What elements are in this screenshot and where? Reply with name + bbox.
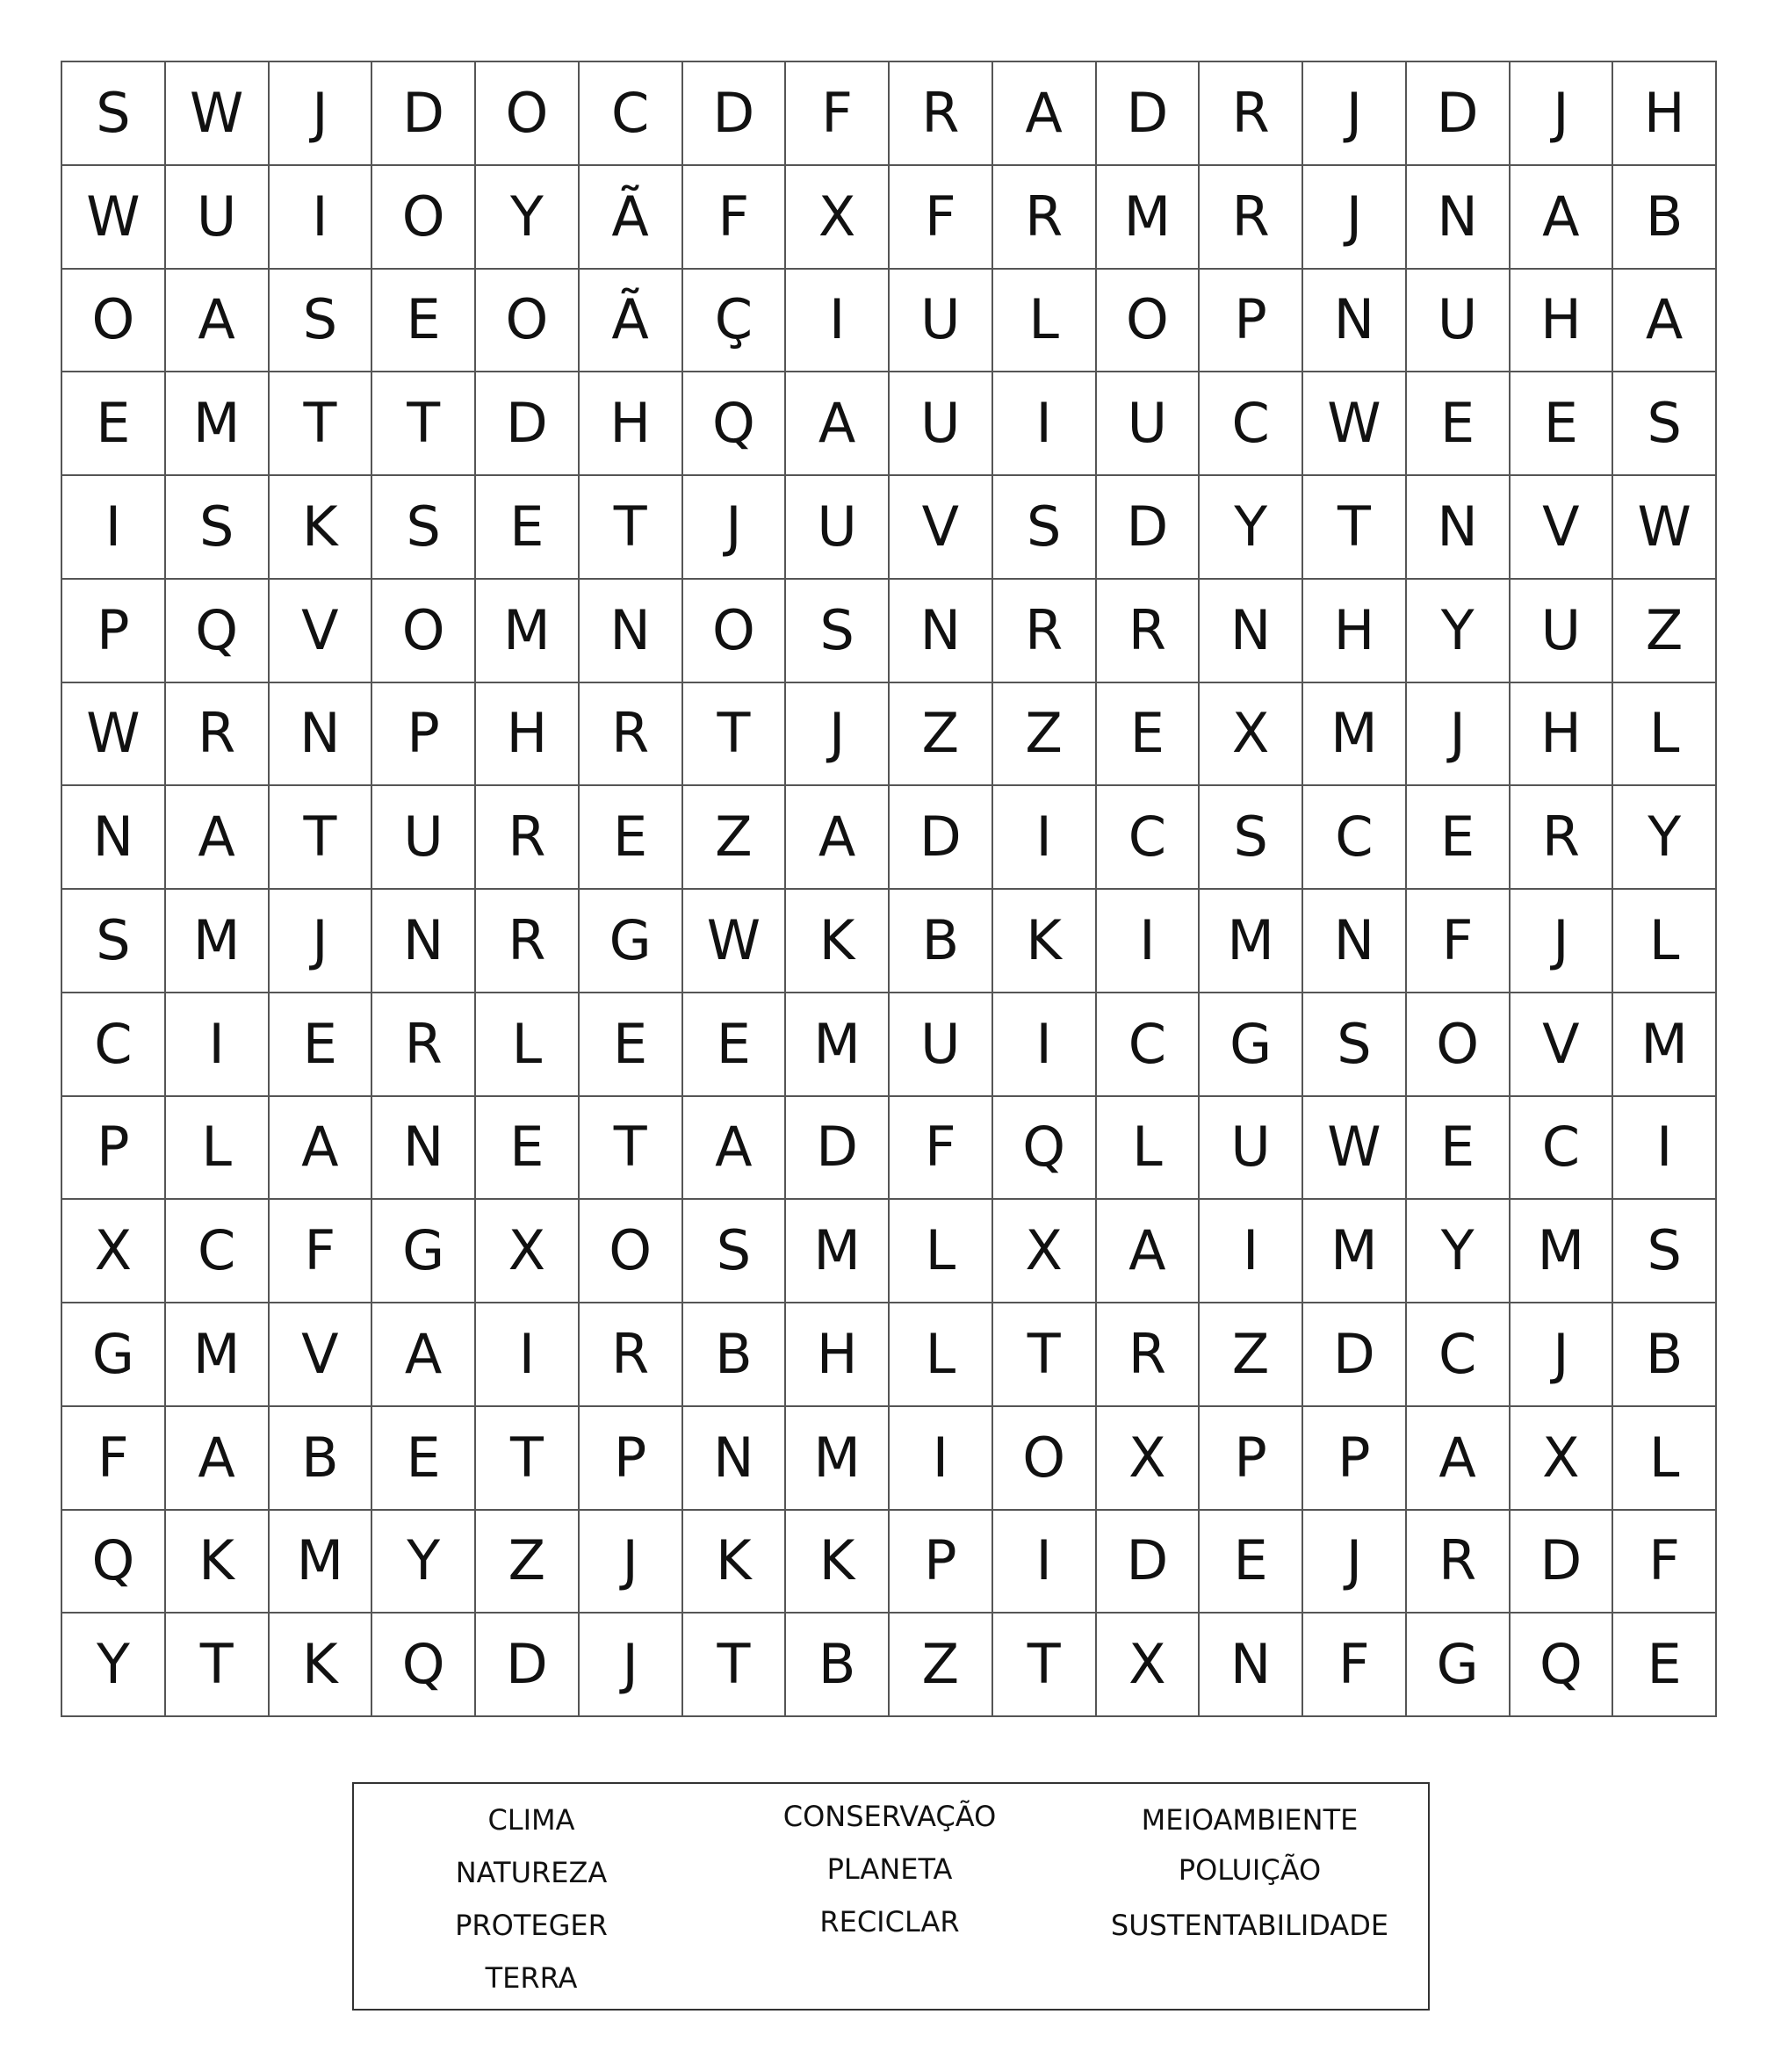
grid-cell[interactable]: Y <box>476 166 580 270</box>
grid-cell[interactable]: E <box>1200 1511 1303 1614</box>
grid-cell[interactable]: T <box>993 1303 1097 1407</box>
grid-cell[interactable]: M <box>166 372 270 476</box>
grid-cell[interactable]: H <box>1511 270 1614 373</box>
grid-cell[interactable]: L <box>993 270 1097 373</box>
grid-cell[interactable]: S <box>270 270 373 373</box>
grid-cell[interactable]: L <box>1613 1407 1717 1511</box>
grid-cell[interactable]: B <box>786 1614 890 1717</box>
grid-cell[interactable]: H <box>580 372 683 476</box>
grid-cell[interactable]: X <box>1097 1407 1201 1511</box>
grid-cell[interactable]: Y <box>1407 580 1511 683</box>
grid-cell[interactable]: E <box>1097 683 1201 787</box>
grid-cell[interactable]: T <box>580 1097 683 1201</box>
grid-cell[interactable]: T <box>1303 476 1407 580</box>
grid-cell[interactable]: R <box>476 786 580 890</box>
grid-cell[interactable]: W <box>62 683 166 787</box>
grid-cell[interactable]: Z <box>683 786 787 890</box>
grid-cell[interactable]: J <box>1511 62 1614 166</box>
grid-cell[interactable]: Q <box>62 1511 166 1614</box>
grid-cell[interactable]: M <box>1303 1200 1407 1303</box>
grid-cell[interactable]: E <box>580 786 683 890</box>
grid-cell[interactable]: X <box>993 1200 1097 1303</box>
word-list-item: POLUIÇÃO <box>1178 1853 1322 1887</box>
word-list-item: SUSTENTABILIDADE <box>1110 1909 1389 1942</box>
grid-cell[interactable]: K <box>786 1511 890 1614</box>
grid-cell[interactable]: L <box>1613 890 1717 993</box>
word-list-item: RECICLAR <box>819 1905 960 1938</box>
grid-cell[interactable]: Z <box>1200 1303 1303 1407</box>
grid-cell[interactable]: C <box>62 993 166 1097</box>
grid-cell[interactable]: A <box>993 62 1097 166</box>
grid-cell[interactable]: Y <box>62 1614 166 1717</box>
grid-cell[interactable]: Z <box>993 683 1097 787</box>
grid-cell[interactable]: C <box>166 1200 270 1303</box>
grid-cell[interactable]: R <box>166 683 270 787</box>
grid-cell[interactable]: R <box>580 1303 683 1407</box>
grid-cell[interactable]: M <box>270 1511 373 1614</box>
grid-cell[interactable]: E <box>62 372 166 476</box>
grid-cell[interactable]: O <box>1407 993 1511 1097</box>
grid-cell[interactable]: S <box>786 580 890 683</box>
grid-cell[interactable]: M <box>1097 166 1201 270</box>
grid-cell[interactable]: T <box>372 372 476 476</box>
grid-cell[interactable]: F <box>1407 890 1511 993</box>
grid-cell[interactable]: L <box>476 993 580 1097</box>
grid-cell[interactable]: H <box>786 1303 890 1407</box>
grid-cell[interactable]: D <box>372 62 476 166</box>
grid-cell[interactable]: I <box>993 372 1097 476</box>
grid-cell[interactable]: O <box>1097 270 1201 373</box>
grid-cell[interactable]: U <box>166 166 270 270</box>
grid-cell[interactable]: Z <box>1613 580 1717 683</box>
grid-cell[interactable]: J <box>1303 166 1407 270</box>
grid-cell[interactable]: I <box>476 1303 580 1407</box>
grid-cell[interactable]: I <box>166 993 270 1097</box>
grid-cell[interactable]: J <box>270 890 373 993</box>
grid-cell[interactable]: M <box>1613 993 1717 1097</box>
grid-cell[interactable]: D <box>683 62 787 166</box>
grid-cell[interactable]: O <box>372 580 476 683</box>
grid-cell[interactable]: T <box>270 372 373 476</box>
grid-cell[interactable]: G <box>62 1303 166 1407</box>
grid-cell[interactable]: I <box>62 476 166 580</box>
grid-cell[interactable]: U <box>1407 270 1511 373</box>
grid-cell[interactable]: I <box>890 1407 993 1511</box>
grid-cell[interactable]: E <box>476 1097 580 1201</box>
grid-cell[interactable]: N <box>62 786 166 890</box>
word-list-column <box>1074 1784 1425 2018</box>
grid-cell[interactable]: W <box>1303 1097 1407 1201</box>
grid-cell[interactable]: N <box>580 580 683 683</box>
grid-cell[interactable]: P <box>580 1407 683 1511</box>
grid-cell[interactable]: W <box>1303 372 1407 476</box>
grid-cell[interactable]: V <box>270 580 373 683</box>
grid-cell[interactable]: P <box>372 683 476 787</box>
grid-cell[interactable]: U <box>1511 580 1614 683</box>
grid-cell[interactable]: Y <box>1407 1200 1511 1303</box>
grid-cell[interactable]: M <box>166 890 270 993</box>
grid-cell[interactable]: J <box>1407 683 1511 787</box>
grid-cell[interactable]: R <box>1407 1511 1511 1614</box>
grid-cell[interactable]: F <box>683 166 787 270</box>
grid-cell[interactable]: X <box>62 1200 166 1303</box>
grid-cell[interactable]: N <box>1200 1614 1303 1717</box>
grid-cell[interactable]: G <box>1407 1614 1511 1717</box>
grid-cell[interactable]: P <box>1200 270 1303 373</box>
grid-cell[interactable]: U <box>786 476 890 580</box>
grid-cell[interactable]: Z <box>890 1614 993 1717</box>
grid-cell[interactable]: A <box>1097 1200 1201 1303</box>
word-list-item: PROTEGER <box>455 1909 608 1942</box>
grid-cell[interactable]: O <box>993 1407 1097 1511</box>
grid-cell[interactable]: W <box>683 890 787 993</box>
grid-cell[interactable]: F <box>890 1097 993 1201</box>
grid-cell[interactable]: U <box>890 993 993 1097</box>
grid-cell[interactable]: N <box>1200 580 1303 683</box>
grid-cell[interactable]: H <box>1613 62 1717 166</box>
word-list-box <box>352 1782 1430 2011</box>
grid-cell[interactable]: W <box>62 166 166 270</box>
grid-cell[interactable]: J <box>683 476 787 580</box>
grid-cell[interactable]: Q <box>1511 1614 1614 1717</box>
grid-cell[interactable]: P <box>62 580 166 683</box>
grid-cell[interactable]: E <box>476 476 580 580</box>
grid-cell[interactable]: X <box>786 166 890 270</box>
grid-cell[interactable]: T <box>993 1614 1097 1717</box>
grid-cell[interactable]: B <box>270 1407 373 1511</box>
grid-cell[interactable]: K <box>683 1511 787 1614</box>
grid-cell[interactable]: U <box>1097 372 1201 476</box>
grid-cell[interactable]: M <box>786 993 890 1097</box>
grid-cell[interactable]: B <box>1613 1303 1717 1407</box>
word-list-item: CLIMA <box>487 1803 575 1837</box>
grid-cell[interactable]: E <box>372 270 476 373</box>
grid-cell[interactable]: V <box>890 476 993 580</box>
grid-cell[interactable]: I <box>993 1511 1097 1614</box>
grid-cell[interactable]: O <box>580 1200 683 1303</box>
grid-cell[interactable]: P <box>890 1511 993 1614</box>
grid-cell[interactable]: X <box>1200 683 1303 787</box>
word-list-item: TERRA <box>485 1961 578 1995</box>
grid-cell[interactable]: F <box>62 1407 166 1511</box>
grid-cell[interactable]: J <box>1511 890 1614 993</box>
grid-cell[interactable]: Z <box>476 1511 580 1614</box>
grid-cell[interactable]: W <box>166 62 270 166</box>
grid-cell[interactable]: M <box>476 580 580 683</box>
word-list-item: PLANETA <box>826 1852 953 1886</box>
grid-cell[interactable]: R <box>1200 62 1303 166</box>
grid-cell[interactable]: R <box>1511 786 1614 890</box>
grid-cell[interactable]: H <box>1303 580 1407 683</box>
grid-cell[interactable]: R <box>1200 166 1303 270</box>
grid-cell[interactable]: T <box>683 683 787 787</box>
grid-cell[interactable]: E <box>683 993 787 1097</box>
grid-cell[interactable]: K <box>270 1614 373 1717</box>
grid-cell[interactable]: N <box>1407 476 1511 580</box>
grid-cell[interactable]: S <box>683 1200 787 1303</box>
grid-cell[interactable]: L <box>890 1200 993 1303</box>
grid-cell[interactable]: R <box>580 683 683 787</box>
grid-cell[interactable]: D <box>476 1614 580 1717</box>
grid-cell[interactable]: S <box>62 890 166 993</box>
grid-cell[interactable]: E <box>372 1407 476 1511</box>
grid-cell[interactable]: F <box>1613 1511 1717 1614</box>
word-list-column <box>714 1784 1065 2015</box>
grid-cell[interactable]: N <box>372 1097 476 1201</box>
grid-cell[interactable]: E <box>1407 786 1511 890</box>
grid-cell[interactable]: D <box>476 372 580 476</box>
grid-cell[interactable]: E <box>270 993 373 1097</box>
grid-cell[interactable]: M <box>166 1303 270 1407</box>
grid-cell[interactable]: O <box>476 62 580 166</box>
grid-cell[interactable]: M <box>1303 683 1407 787</box>
grid-cell[interactable]: S <box>1200 786 1303 890</box>
grid-cell[interactable]: X <box>1097 1614 1201 1717</box>
grid-cell[interactable]: D <box>890 786 993 890</box>
grid-cell[interactable]: O <box>476 270 580 373</box>
grid-cell[interactable]: L <box>1613 683 1717 787</box>
grid-cell[interactable]: O <box>372 166 476 270</box>
grid-cell[interactable]: V <box>270 1303 373 1407</box>
grid-cell[interactable]: G <box>580 890 683 993</box>
grid-cell[interactable]: J <box>580 1614 683 1717</box>
grid-cell[interactable]: Y <box>1613 786 1717 890</box>
grid-cell[interactable]: N <box>683 1407 787 1511</box>
grid-cell[interactable]: M <box>786 1407 890 1511</box>
grid-cell[interactable]: C <box>1407 1303 1511 1407</box>
grid-cell[interactable]: B <box>683 1303 787 1407</box>
grid-cell[interactable]: A <box>786 372 890 476</box>
grid-cell[interactable]: I <box>1097 890 1201 993</box>
grid-cell[interactable]: I <box>1200 1200 1303 1303</box>
grid-cell[interactable]: S <box>166 476 270 580</box>
grid-cell[interactable]: D <box>786 1097 890 1201</box>
grid-cell[interactable]: P <box>1200 1407 1303 1511</box>
grid-cell[interactable]: T <box>166 1614 270 1717</box>
grid-cell[interactable]: N <box>372 890 476 993</box>
grid-cell[interactable]: Q <box>993 1097 1097 1201</box>
grid-cell[interactable]: G <box>372 1200 476 1303</box>
grid-cell[interactable]: O <box>683 580 787 683</box>
grid-cell[interactable]: D <box>1303 1303 1407 1407</box>
grid-cell[interactable]: C <box>580 62 683 166</box>
grid-cell[interactable]: D <box>1097 1511 1201 1614</box>
grid-cell[interactable]: F <box>786 62 890 166</box>
grid-cell[interactable]: A <box>166 786 270 890</box>
grid-cell[interactable]: S <box>1613 1200 1717 1303</box>
letter-grid <box>61 61 1717 1717</box>
grid-cell[interactable]: C <box>1511 1097 1614 1201</box>
grid-cell[interactable]: E <box>1407 1097 1511 1201</box>
grid-cell[interactable]: Ã <box>580 166 683 270</box>
grid-cell[interactable]: A <box>1613 270 1717 373</box>
grid-cell[interactable]: V <box>1511 993 1614 1097</box>
grid-cell[interactable]: B <box>1613 166 1717 270</box>
grid-cell[interactable]: A <box>786 786 890 890</box>
grid-cell[interactable]: U <box>890 270 993 373</box>
grid-cell[interactable]: M <box>1511 1200 1614 1303</box>
grid-cell[interactable]: N <box>270 683 373 787</box>
grid-cell[interactable]: I <box>786 270 890 373</box>
word-list-item: CONSERVAÇÃO <box>782 1800 997 1833</box>
grid-cell[interactable]: P <box>1303 1407 1407 1511</box>
grid-cell[interactable]: L <box>890 1303 993 1407</box>
grid-cell[interactable]: J <box>580 1511 683 1614</box>
grid-cell[interactable]: P <box>62 1097 166 1201</box>
grid-cell[interactable]: Q <box>166 580 270 683</box>
grid-cell[interactable]: S <box>62 62 166 166</box>
grid-cell[interactable]: A <box>372 1303 476 1407</box>
grid-cell[interactable]: H <box>1511 683 1614 787</box>
grid-cell[interactable]: Q <box>372 1614 476 1717</box>
grid-cell[interactable]: R <box>993 166 1097 270</box>
grid-cell[interactable]: J <box>786 683 890 787</box>
grid-cell[interactable]: T <box>683 1614 787 1717</box>
grid-cell[interactable]: U <box>372 786 476 890</box>
grid-cell[interactable]: Q <box>683 372 787 476</box>
grid-cell[interactable]: A <box>1407 1407 1511 1511</box>
grid-cell[interactable]: I <box>1613 1097 1717 1201</box>
grid-cell[interactable]: M <box>786 1200 890 1303</box>
grid-cell[interactable]: X <box>476 1200 580 1303</box>
grid-cell[interactable]: C <box>1303 786 1407 890</box>
grid-cell[interactable]: C <box>1097 993 1201 1097</box>
grid-cell[interactable]: F <box>270 1200 373 1303</box>
grid-cell[interactable]: Ç <box>683 270 787 373</box>
grid-cell[interactable]: J <box>270 62 373 166</box>
grid-cell[interactable]: R <box>1097 580 1201 683</box>
grid-cell[interactable]: R <box>476 890 580 993</box>
grid-cell[interactable]: W <box>1613 476 1717 580</box>
grid-cell[interactable]: V <box>1511 476 1614 580</box>
grid-cell[interactable]: E <box>580 993 683 1097</box>
grid-cell[interactable]: D <box>1407 62 1511 166</box>
grid-cell[interactable]: M <box>1200 890 1303 993</box>
grid-cell[interactable]: R <box>890 62 993 166</box>
grid-cell[interactable]: U <box>1200 1097 1303 1201</box>
grid-cell[interactable]: E <box>1613 1614 1717 1717</box>
grid-cell[interactable]: D <box>1511 1511 1614 1614</box>
grid-cell[interactable]: C <box>1097 786 1201 890</box>
grid-cell[interactable]: H <box>476 683 580 787</box>
grid-cell[interactable]: N <box>890 580 993 683</box>
grid-cell[interactable]: A <box>1511 166 1614 270</box>
grid-cell[interactable]: I <box>993 786 1097 890</box>
grid-cell[interactable]: S <box>993 476 1097 580</box>
grid-cell[interactable]: J <box>1303 62 1407 166</box>
grid-cell[interactable]: J <box>1511 1303 1614 1407</box>
grid-cell[interactable]: R <box>993 580 1097 683</box>
grid-cell[interactable]: F <box>890 166 993 270</box>
grid-cell[interactable]: A <box>270 1097 373 1201</box>
grid-cell[interactable]: Y <box>1200 476 1303 580</box>
grid-cell[interactable]: I <box>993 993 1097 1097</box>
grid-cell[interactable]: L <box>166 1097 270 1201</box>
grid-cell[interactable]: T <box>580 476 683 580</box>
grid-cell[interactable]: Ã <box>580 270 683 373</box>
grid-cell[interactable]: N <box>1303 270 1407 373</box>
grid-cell[interactable]: K <box>270 476 373 580</box>
grid-cell[interactable]: T <box>476 1407 580 1511</box>
grid-cell[interactable]: K <box>786 890 890 993</box>
word-list-column <box>356 1784 707 2018</box>
grid-cell[interactable]: D <box>1097 62 1201 166</box>
grid-cell[interactable]: E <box>1511 372 1614 476</box>
grid-cell[interactable]: D <box>1097 476 1201 580</box>
grid-cell[interactable]: A <box>166 270 270 373</box>
grid-cell[interactable]: Z <box>890 683 993 787</box>
grid-cell[interactable]: I <box>270 166 373 270</box>
grid-cell[interactable]: R <box>372 993 476 1097</box>
grid-cell[interactable]: O <box>62 270 166 373</box>
grid-cell[interactable]: K <box>166 1511 270 1614</box>
grid-cell[interactable]: S <box>1303 993 1407 1097</box>
grid-cell[interactable]: S <box>372 476 476 580</box>
grid-cell[interactable]: B <box>890 890 993 993</box>
grid-cell[interactable]: N <box>1407 166 1511 270</box>
grid-cell[interactable]: F <box>1303 1614 1407 1717</box>
grid-cell[interactable]: R <box>1097 1303 1201 1407</box>
grid-cell[interactable]: A <box>166 1407 270 1511</box>
word-list-item: NATUREZA <box>455 1856 608 1889</box>
grid-cell[interactable]: C <box>1200 372 1303 476</box>
grid-cell[interactable]: K <box>993 890 1097 993</box>
grid-cell[interactable]: U <box>890 372 993 476</box>
grid-cell[interactable]: T <box>270 786 373 890</box>
grid-cell[interactable]: E <box>1407 372 1511 476</box>
grid-cell[interactable]: J <box>1303 1511 1407 1614</box>
grid-cell[interactable]: A <box>683 1097 787 1201</box>
grid-cell[interactable]: L <box>1097 1097 1201 1201</box>
grid-cell[interactable]: N <box>1303 890 1407 993</box>
grid-cell[interactable]: X <box>1511 1407 1614 1511</box>
word-list-item: MEIOAMBIENTE <box>1141 1803 1359 1837</box>
grid-cell[interactable]: G <box>1200 993 1303 1097</box>
grid-cell[interactable]: S <box>1613 372 1717 476</box>
grid-cell[interactable]: Y <box>372 1511 476 1614</box>
